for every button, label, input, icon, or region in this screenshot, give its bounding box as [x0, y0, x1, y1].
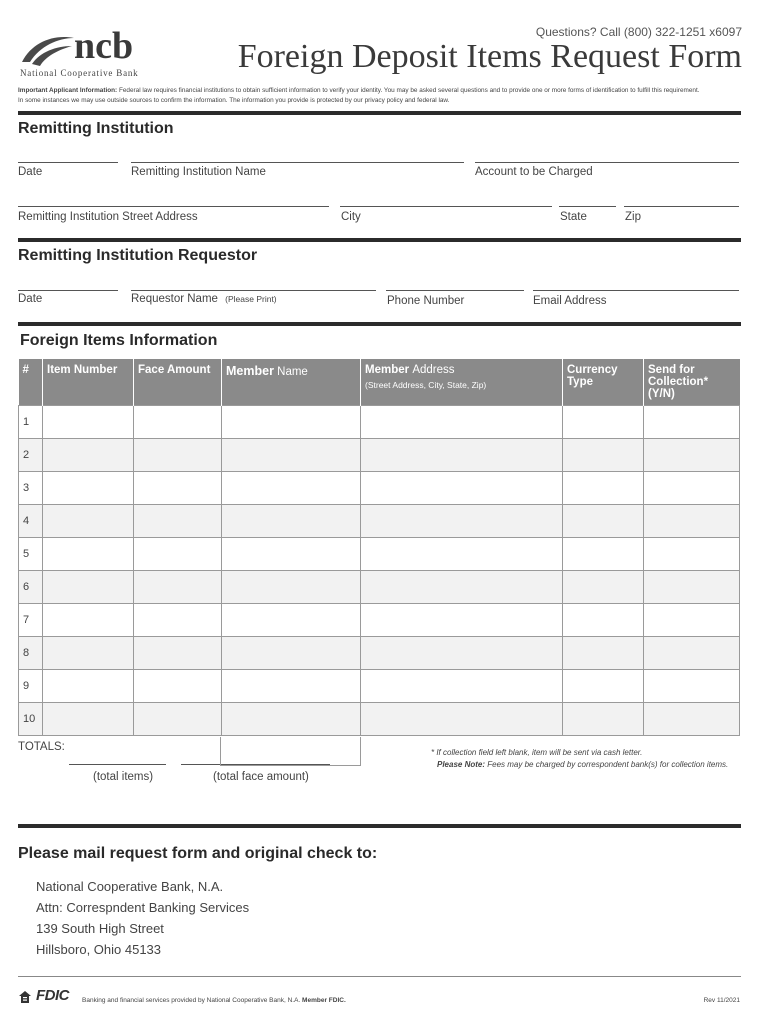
send-for-collection-cell[interactable]	[644, 505, 740, 538]
send-for-collection-cell[interactable]	[644, 439, 740, 472]
row-number: 7	[19, 604, 43, 637]
item-number-cell[interactable]	[43, 505, 134, 538]
member-address-cell[interactable]	[361, 439, 563, 472]
member-name-cell[interactable]	[222, 571, 361, 604]
col-member-address	[361, 359, 563, 406]
currency-type-cell[interactable]	[563, 670, 644, 703]
row-number: 4	[19, 505, 43, 538]
face-amount-cell[interactable]	[134, 472, 222, 505]
member-address-cell[interactable]	[361, 604, 563, 637]
email-field[interactable]	[533, 290, 739, 291]
footer-member-fdic: Member FDIC.	[302, 997, 346, 1004]
foreign-items-table	[18, 359, 740, 736]
mail-line: Attn: Correspndent Banking Services	[36, 900, 250, 915]
ncb-swoosh-icon	[18, 32, 78, 70]
item-number-cell[interactable]	[43, 571, 134, 604]
date-label: Date	[18, 166, 43, 178]
email-label: Email Address	[533, 295, 607, 307]
send-for-collection-cell[interactable]	[644, 637, 740, 670]
fees-note-bold: Please Note:	[437, 760, 486, 769]
col-item-number: Item Number	[43, 359, 134, 406]
col-face-amount: Face Amount	[134, 359, 222, 406]
row-number: 9	[19, 670, 43, 703]
table-row	[19, 670, 740, 703]
item-number-cell[interactable]	[43, 538, 134, 571]
face-amount-cell[interactable]	[134, 637, 222, 670]
member-name-cell[interactable]	[222, 670, 361, 703]
fdic-logo: FDIC	[36, 987, 69, 1004]
col-member-address-b: Address	[412, 364, 455, 376]
member-name-cell[interactable]	[222, 637, 361, 670]
revision: Rev 11/2021	[703, 997, 740, 1004]
row-number: 10	[19, 703, 43, 736]
face-amount-cell[interactable]	[134, 406, 222, 439]
state-field[interactable]	[559, 206, 616, 207]
table-row	[19, 604, 740, 637]
requestor-name-field[interactable]	[131, 290, 376, 291]
col-send-for-a: Send for	[648, 364, 695, 376]
member-address-cell[interactable]	[361, 703, 563, 736]
total-items-label: (total items)	[93, 771, 154, 783]
footer-text	[82, 997, 346, 1004]
currency-type-cell[interactable]	[563, 472, 644, 505]
notice-line1: Federal law requires financial institutions to obtain sufficient information to verify your identity. You may be asked several questions and to provide one or more forms of identification to fulfill this requirement.	[117, 87, 700, 94]
col-member-address-a: Member	[365, 364, 410, 376]
mail-heading: Please mail request form and original check to:	[18, 845, 378, 862]
phone-field[interactable]	[386, 290, 524, 291]
notice-bold: Important Applicant Information:	[18, 87, 118, 94]
requestor-date-label: Date	[18, 293, 43, 305]
account-label: Account to be Charged	[475, 166, 593, 178]
totals-label: TOTALS:	[18, 741, 65, 753]
face-amount-cell[interactable]	[134, 703, 222, 736]
street-field[interactable]	[18, 206, 329, 207]
col-member-address-sub: (Street Address, City, State, Zip)	[365, 380, 487, 390]
zip-label: Zip	[625, 211, 641, 223]
requestor-name-label	[131, 293, 277, 305]
row-number: 2	[19, 439, 43, 472]
face-amount-cell[interactable]	[134, 571, 222, 604]
col-member-name	[222, 359, 361, 406]
section-divider	[18, 322, 741, 326]
account-field[interactable]	[475, 162, 739, 163]
row-number: 6	[19, 571, 43, 604]
send-for-collection-cell[interactable]	[644, 703, 740, 736]
questions-phone: Questions? Call (800) 322-1251 x6097	[535, 25, 742, 39]
collection-note: * If collection field left blank, item will be sent via cash letter.	[431, 748, 643, 757]
send-for-collection-cell[interactable]	[644, 571, 740, 604]
send-for-collection-cell[interactable]	[644, 670, 740, 703]
street-label: Remitting Institution Street Address	[18, 211, 198, 223]
mail-address	[36, 876, 249, 960]
face-amount-cell[interactable]	[134, 439, 222, 472]
currency-type-cell[interactable]	[563, 505, 644, 538]
notice	[18, 86, 748, 106]
total-face-amount-label: (total face amount)	[213, 771, 309, 783]
member-address-cell[interactable]	[361, 406, 563, 439]
send-for-collection-cell[interactable]	[644, 472, 740, 505]
row-number: 1	[19, 406, 43, 439]
table-row	[19, 538, 740, 571]
table-row	[19, 439, 740, 472]
member-address-cell[interactable]	[361, 571, 563, 604]
total-face-box[interactable]	[220, 737, 361, 766]
col-send-for-b: Collection* (Y/N)	[648, 376, 709, 400]
section-divider	[18, 111, 741, 115]
member-name-cell[interactable]	[222, 604, 361, 637]
face-amount-cell[interactable]	[134, 505, 222, 538]
member-name-cell[interactable]	[222, 406, 361, 439]
member-name-cell[interactable]	[222, 703, 361, 736]
remitting-institution-heading: Remitting Institution	[18, 120, 174, 137]
item-number-cell[interactable]	[43, 472, 134, 505]
currency-type-cell[interactable]	[563, 604, 644, 637]
city-field[interactable]	[340, 206, 552, 207]
send-for-collection-cell[interactable]	[644, 406, 740, 439]
form-title: Foreign Deposit Items Request Form	[237, 38, 742, 75]
member-address-cell[interactable]	[361, 472, 563, 505]
face-amount-cell[interactable]	[134, 538, 222, 571]
currency-type-cell[interactable]	[563, 538, 644, 571]
send-for-collection-cell[interactable]	[644, 604, 740, 637]
table-row	[19, 637, 740, 670]
table-row	[19, 505, 740, 538]
face-amount-cell[interactable]	[134, 604, 222, 637]
table-row	[19, 472, 740, 505]
mail-line: National Cooperative Bank, N.A.	[36, 879, 224, 894]
col-member-name-a: Member	[226, 364, 274, 378]
member-name-cell[interactable]	[222, 439, 361, 472]
fees-note	[437, 760, 728, 769]
requestor-date-field[interactable]	[18, 290, 118, 291]
total-items-field[interactable]	[69, 764, 166, 765]
currency-type-cell[interactable]	[563, 439, 644, 472]
member-address-cell[interactable]	[361, 670, 563, 703]
notice-line2: In some instances we may use outside sources to confirm the information. The information you provide is protected by our privacy policy and federal law.	[18, 97, 450, 104]
item-number-cell[interactable]	[43, 439, 134, 472]
section-divider	[18, 824, 741, 828]
item-number-cell[interactable]	[43, 637, 134, 670]
institution-name-label: Remitting Institution Name	[131, 166, 266, 178]
member-name-cell[interactable]	[222, 472, 361, 505]
row-number: 5	[19, 538, 43, 571]
currency-type-cell[interactable]	[563, 571, 644, 604]
mail-line: Hillsboro, Ohio 45133	[36, 942, 162, 957]
logo-subtitle: National Cooperative Bank	[20, 68, 139, 78]
table-row	[19, 703, 740, 736]
table-row	[19, 571, 740, 604]
requestor-name-text: Requestor Name	[131, 293, 218, 305]
col-number: #	[19, 359, 43, 406]
please-print-note: (Please Print)	[225, 294, 277, 304]
item-number-cell[interactable]	[43, 604, 134, 637]
row-number: 3	[19, 472, 43, 505]
item-number-cell[interactable]	[43, 703, 134, 736]
item-number-cell[interactable]	[43, 670, 134, 703]
currency-type-cell[interactable]	[563, 637, 644, 670]
ncb-logo	[18, 25, 148, 80]
col-send-for-collection	[644, 359, 740, 406]
foreign-items-heading: Foreign Items Information	[20, 332, 218, 349]
member-address-cell[interactable]	[361, 505, 563, 538]
mail-line: 139 South High Street	[36, 921, 164, 936]
fees-note-text: Fees may be charged by correspondent bank(s) for collection items.	[485, 760, 729, 769]
equal-housing-icon	[18, 990, 32, 1004]
send-for-collection-cell[interactable]	[644, 538, 740, 571]
date-field[interactable]	[18, 162, 118, 163]
logo-text: ncb	[74, 25, 134, 67]
section-divider	[18, 238, 741, 242]
col-member-name-b: Name	[277, 366, 308, 378]
member-address-cell[interactable]	[361, 538, 563, 571]
member-address-cell[interactable]	[361, 637, 563, 670]
item-number-cell[interactable]	[43, 406, 134, 439]
phone-label: Phone Number	[387, 295, 465, 307]
state-label: State	[560, 211, 587, 223]
row-number: 8	[19, 637, 43, 670]
face-amount-cell[interactable]	[134, 670, 222, 703]
city-label: City	[341, 211, 361, 223]
requestor-heading: Remitting Institution Requestor	[18, 247, 258, 264]
member-name-cell[interactable]	[222, 505, 361, 538]
footer-disclosure: Banking and financial services provided by National Cooperative Bank, N.A.	[82, 997, 303, 1004]
member-name-cell[interactable]	[222, 538, 361, 571]
footer-divider	[18, 976, 741, 977]
table-header-row	[19, 359, 740, 406]
table-row	[19, 406, 740, 439]
institution-name-field[interactable]	[131, 162, 464, 163]
currency-type-cell[interactable]	[563, 703, 644, 736]
currency-type-cell[interactable]	[563, 406, 644, 439]
col-currency-type: Currency Type	[563, 359, 644, 406]
zip-field[interactable]	[624, 206, 739, 207]
